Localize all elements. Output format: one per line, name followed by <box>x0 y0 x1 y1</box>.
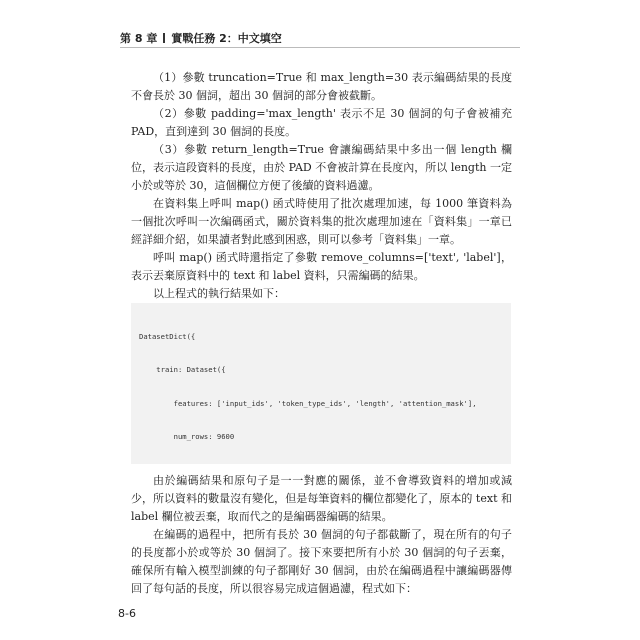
paragraph: （2）參數 padding='max_length' 表示不足 30 個詞的句子會被補充 PAD，直到達到 30 個詞的長度。 <box>131 107 512 138</box>
paragraph: 呼叫 map() 函式時還指定了參數 remove_columns=['text', 'label']，表示丟棄原資料中的 text 和 label 資料，只需編碼的結果。 <box>131 251 512 282</box>
paragraph: 由於編碼結果和原句子是一一對應的關係，並不會導致資料的增加或減少，所以資料的數量沒有變化，但是每筆資料的欄位都變化了，原本的 text 和 label 欄位被丟棄，取而代之的是編碼器編碼的結果。 <box>131 474 512 523</box>
body-text-bottom <box>131 472 512 598</box>
running-header <box>120 31 520 48</box>
header-separator <box>163 33 165 43</box>
code-line: features: ['input_ids', 'token_type_ids', 'length', 'attention_mask'], <box>139 398 477 408</box>
chapter-number: 第 8 章 <box>120 32 158 45</box>
chapter-title: 實戰任務 2：中文填空 <box>171 32 282 45</box>
paragraph: 在資料集上呼叫 map() 函式時使用了批次處理加速，每 1000 筆資料為一個批次呼叫一次編碼函式，關於資料集的批次處理加速在「資料集」一章已經詳細介紹，如果讀者對此感到困惑，則可以參考「資料集」一章。 <box>131 197 512 246</box>
page-number: 8-6 <box>118 607 136 620</box>
code-line: DatasetDict({ <box>139 332 196 342</box>
code-line: num_rows: 9600 <box>139 432 235 442</box>
body-text-top <box>131 69 512 303</box>
paragraph: 在編碼的過程中，把所有長於 30 個詞的句子都截斷了，現在所有的句子的長度都小於或等於 30 個詞了。接下來要把所有小於 30 個詞的句子丟棄，確保所有輸入模型訓練的句子都剛好 30 個詞，由於在編碼過程中讓編碼器傳回了每句話的長度，所以很容易完成這個過濾，程式如下： <box>131 528 512 595</box>
paragraph: 以上程式的執行結果如下： <box>153 287 285 300</box>
code-output-block <box>131 303 511 464</box>
paragraph: （3）參數 return_length=True 會讓編碼結果中多出一個 length 欄位，表示這段資料的長度，由於 PAD 不會被計算在長度內，所以 length 一定小於或等於 30，這個欄位方便了後續的資料過濾。 <box>131 143 512 192</box>
code-line: train: Dataset({ <box>139 365 226 375</box>
paragraph: （1）參數 truncation=True 和 max_length=30 表示編碼結果的長度不會長於 30 個詞，超出 30 個詞的部分會被截斷。 <box>131 71 512 102</box>
